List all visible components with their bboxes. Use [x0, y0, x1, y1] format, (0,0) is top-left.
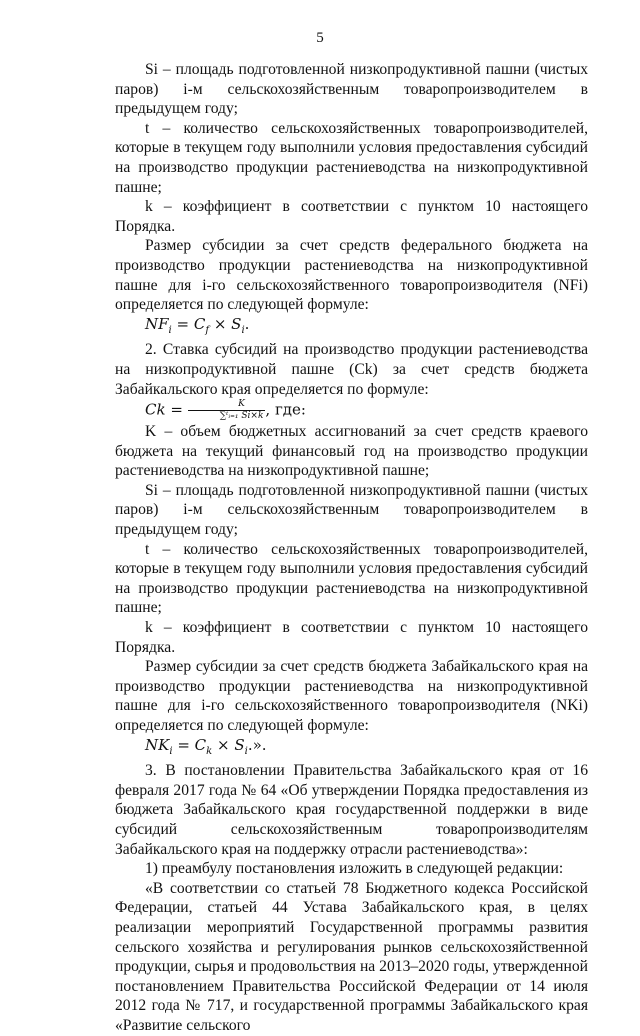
formula-text: = C: [177, 735, 207, 754]
formula-subscript: i: [169, 745, 173, 757]
paragraph: Si – площадь подготовленной низкопродуктивной пашни (чистых паров) i-м сельскохозяйственным товаропроизводителем в предыдущем году;: [115, 61, 588, 118]
formula-text: , где:: [265, 400, 306, 419]
formula-text: = C: [176, 314, 206, 333]
formula-fraction: [188, 399, 266, 422]
formula-subscript: i: [244, 745, 248, 757]
paragraph: Размер субсидии за счет средств бюджета Забайкальского края на производство продукции растениеводства на низкопродуктивной пашне для i-го сельскохозяйственного товаропроизводителя (NKi) определяется по следующей формуле:: [115, 658, 588, 734]
formula-text: .: [244, 314, 250, 333]
paragraph: k – коэффициент в соответствии с пунктом 10 настоящего Порядка.: [115, 198, 588, 235]
formula-text: × S: [213, 314, 242, 333]
fraction-denominator: ∑ᵗᵢ₌₁ Si×k: [219, 411, 264, 422]
fraction-numerator: K: [188, 399, 266, 411]
formula-text: NF: [145, 314, 169, 333]
paragraph: K – объем бюджетных ассигнований за счет средств краевого бюджета на текущий финансовый год на производство продукции растениеводства на низкопродуктивной пашне;: [115, 423, 588, 480]
paragraph: 1) преамбулу постановления изложить в следующей редакции:: [145, 860, 564, 878]
paragraph: «В соответствии со статьей 78 Бюджетного кодекса Российской Федерации, статьей 44 Устава Забайкальского края, в целях реализации мероприятий Государственной программы развития сельского хозяйства и регулирования рынков сельскохозяйственной продукции, сырья и продовольствия на 2013–2020 годы, утвержденной постановлением Правительства Российской Федерации от 14 июля 2012 года № 717, и государственной программы Забайкальского края «Развитие сельского: [115, 879, 588, 1034]
formula-subscript: i: [168, 324, 172, 336]
paragraph: 3. В постановлении Правительства Забайкальского края от 16 февраля 2017 года № 64 «Об утверждении Порядка предоставления из бюджета Забайкальского края государственной поддержки в виде субсидий сельскохозяйственным товаропроизводителям Забайкальского края на поддержку отрасли растениеводства»:: [115, 762, 588, 858]
formula-subscript: k: [206, 745, 213, 757]
document-body: [115, 60, 588, 1036]
formula-nk: [115, 736, 588, 762]
paragraph: t – количество сельскохозяйственных товаропроизводителей, которые в текущем году выполнили условия предоставления субсидий на производство продукции растениеводства на низкопродуктивной пашне;: [115, 119, 588, 196]
formula-ck: [115, 399, 588, 422]
paragraph: Si – площадь подготовленной низкопродуктивной пашни (чистых паров) i-м сельскохозяйственным товаропроизводителем в предыдущем году;: [115, 481, 588, 539]
paragraph: t – количество сельскохозяйственных товаропроизводителей, которые в текущем году выполнили условия предоставления субсидий на производство продукции растениеводства на низкопродуктивной пашне;: [115, 540, 588, 617]
formula-text: NK: [145, 735, 170, 754]
paragraph: k – коэффициент в соответствии с пунктом 10 настоящего Порядка.: [115, 619, 588, 656]
formula-subscript: f: [205, 324, 210, 336]
formula-text: × S: [217, 735, 245, 754]
formula-text: .».: [247, 735, 267, 754]
paragraph: Размер субсидии за счет средств федерального бюджета на производство продукции растениеводства на низкопродуктивной пашне для i-го сельскохозяйственного товаропроизводителя (NFi) определяется по следующей формуле:: [115, 237, 588, 314]
formula-text: Ck =: [145, 400, 183, 419]
formula-subscript: i: [241, 324, 245, 336]
paragraph: 2. Ставка субсидий на производство продукции растениеводства на низкопродуктивной пашне (Ck) за счет средств бюджета Забайкальского края определяется по формуле:: [115, 341, 588, 398]
page-number: 5: [316, 30, 324, 46]
formula-nf: [115, 315, 588, 341]
